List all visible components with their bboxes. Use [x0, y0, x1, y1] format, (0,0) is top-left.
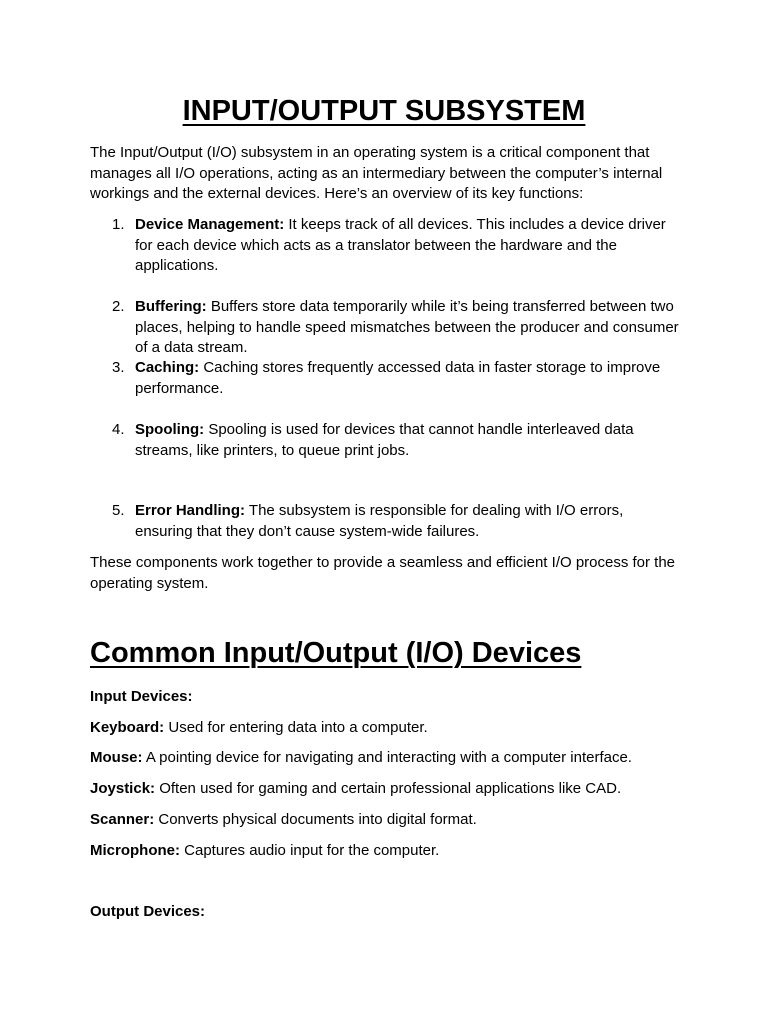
list-item-term: Error Handling: [135, 502, 246, 519]
device-text: Often used for gaming and certain professional applications like CAD. [155, 780, 622, 797]
device-text: Used for entering data into a computer. [164, 719, 428, 736]
device-text: Converts physical documents into digital format. [154, 811, 477, 828]
device-text: A pointing device for navigating and interacting with a computer interface. [142, 749, 632, 766]
outro-paragraph: These components work together to provide a seamless and efficient I/O process for the operating system. [90, 554, 676, 592]
device-term: Joystick: [90, 780, 156, 797]
list-item-number: 3. [112, 359, 125, 376]
list-item-number: 1. [112, 216, 125, 233]
device-term: Keyboard: [90, 719, 165, 736]
device-term: Scanner: [90, 811, 155, 828]
intro-paragraph: The Input/Output (I/O) subsystem in an operating system is a critical component that manages all I/O operations, acting as an intermediary between the computer’s internal workings and the external devices. Here’s an overview of its key functions: [90, 144, 663, 202]
list-item-text: Buffers store data temporarily while it’s being transferred between two places, helping to handle speed mismatches between the producer and consumer of a data stream. [135, 298, 679, 356]
device-term: Microphone: [90, 842, 180, 859]
list-item-term: Spooling: [135, 421, 205, 438]
device-item [90, 718, 690, 739]
device-text: Captures audio input for the computer. [180, 842, 440, 859]
list-item-term: Caching: [135, 359, 200, 376]
device-item [90, 841, 690, 862]
list-item [135, 501, 683, 542]
list-item-term: Device Management: [135, 216, 285, 233]
list-item-number: 2. [112, 298, 125, 315]
device-item [90, 779, 690, 800]
device-item [90, 748, 690, 769]
device-term: Mouse: [90, 749, 143, 766]
output-devices-heading: Output Devices: [90, 903, 206, 920]
devices-heading: Common Input/Output (I/O) Devices [90, 637, 582, 669]
list-item [135, 420, 683, 461]
list-item-text: The subsystem is responsible for dealing with I/O errors, ensuring that they don’t cause system-wide failures. [135, 502, 624, 540]
list-item-text: It keeps track of all devices. This includes a device driver for each device which acts as a translator between the hardware and the applications. [135, 216, 666, 274]
list-item [135, 215, 683, 277]
list-item-text: Caching stores frequently accessed data in faster storage to improve performance. [135, 359, 661, 397]
list-item-number: 5. [112, 502, 125, 519]
input-devices-heading: Input Devices: [90, 688, 193, 705]
list-item-text: Spooling is used for devices that cannot handle interleaved data streams, like printers, to queue print jobs. [135, 421, 634, 459]
list-item [135, 297, 683, 359]
device-item [90, 810, 690, 831]
document-title: INPUT/OUTPUT SUBSYSTEM [182, 95, 586, 127]
list-item [135, 358, 683, 399]
list-item-number: 4. [112, 421, 125, 438]
list-item-term: Buffering: [135, 298, 207, 315]
